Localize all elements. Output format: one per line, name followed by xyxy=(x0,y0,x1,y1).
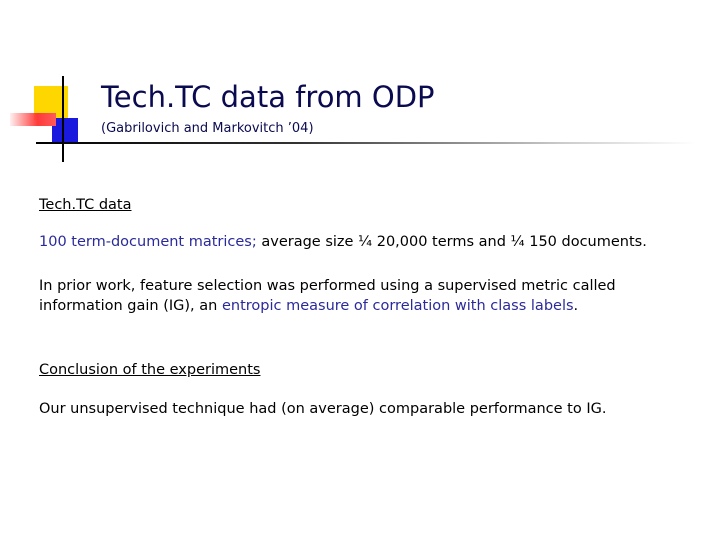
slide-subtitle: (Gabrilovich and Markovitch ’04) xyxy=(101,121,314,136)
decor-vertical-line xyxy=(62,76,64,162)
period: . xyxy=(573,298,579,314)
conclusion-text: Our unsupervised technique had (on average) comparable performance to IG. xyxy=(39,401,607,417)
slide-title: Tech.TC data from ODP xyxy=(101,80,435,114)
bullet-matrices xyxy=(39,234,647,250)
bullet-prior-work-line2 xyxy=(39,298,578,314)
section-heading-conclusion: Conclusion of the experiments xyxy=(39,362,261,378)
bullet-prior-work-line1: In prior work, feature selection was performed using a supervised metric called xyxy=(39,278,616,294)
section-heading-techtc: Tech.TC data xyxy=(39,197,132,213)
title-divider xyxy=(36,142,696,144)
ig-text: information gain (IG), an xyxy=(39,298,222,314)
matrices-text: average size ¼ 20,000 terms and ¼ 150 documents. xyxy=(256,234,647,250)
decor-red-bar xyxy=(10,113,56,126)
matrices-highlight: 100 term-document matrices; xyxy=(39,234,257,250)
entropic-highlight: entropic measure of correlation with class labels xyxy=(221,298,574,314)
